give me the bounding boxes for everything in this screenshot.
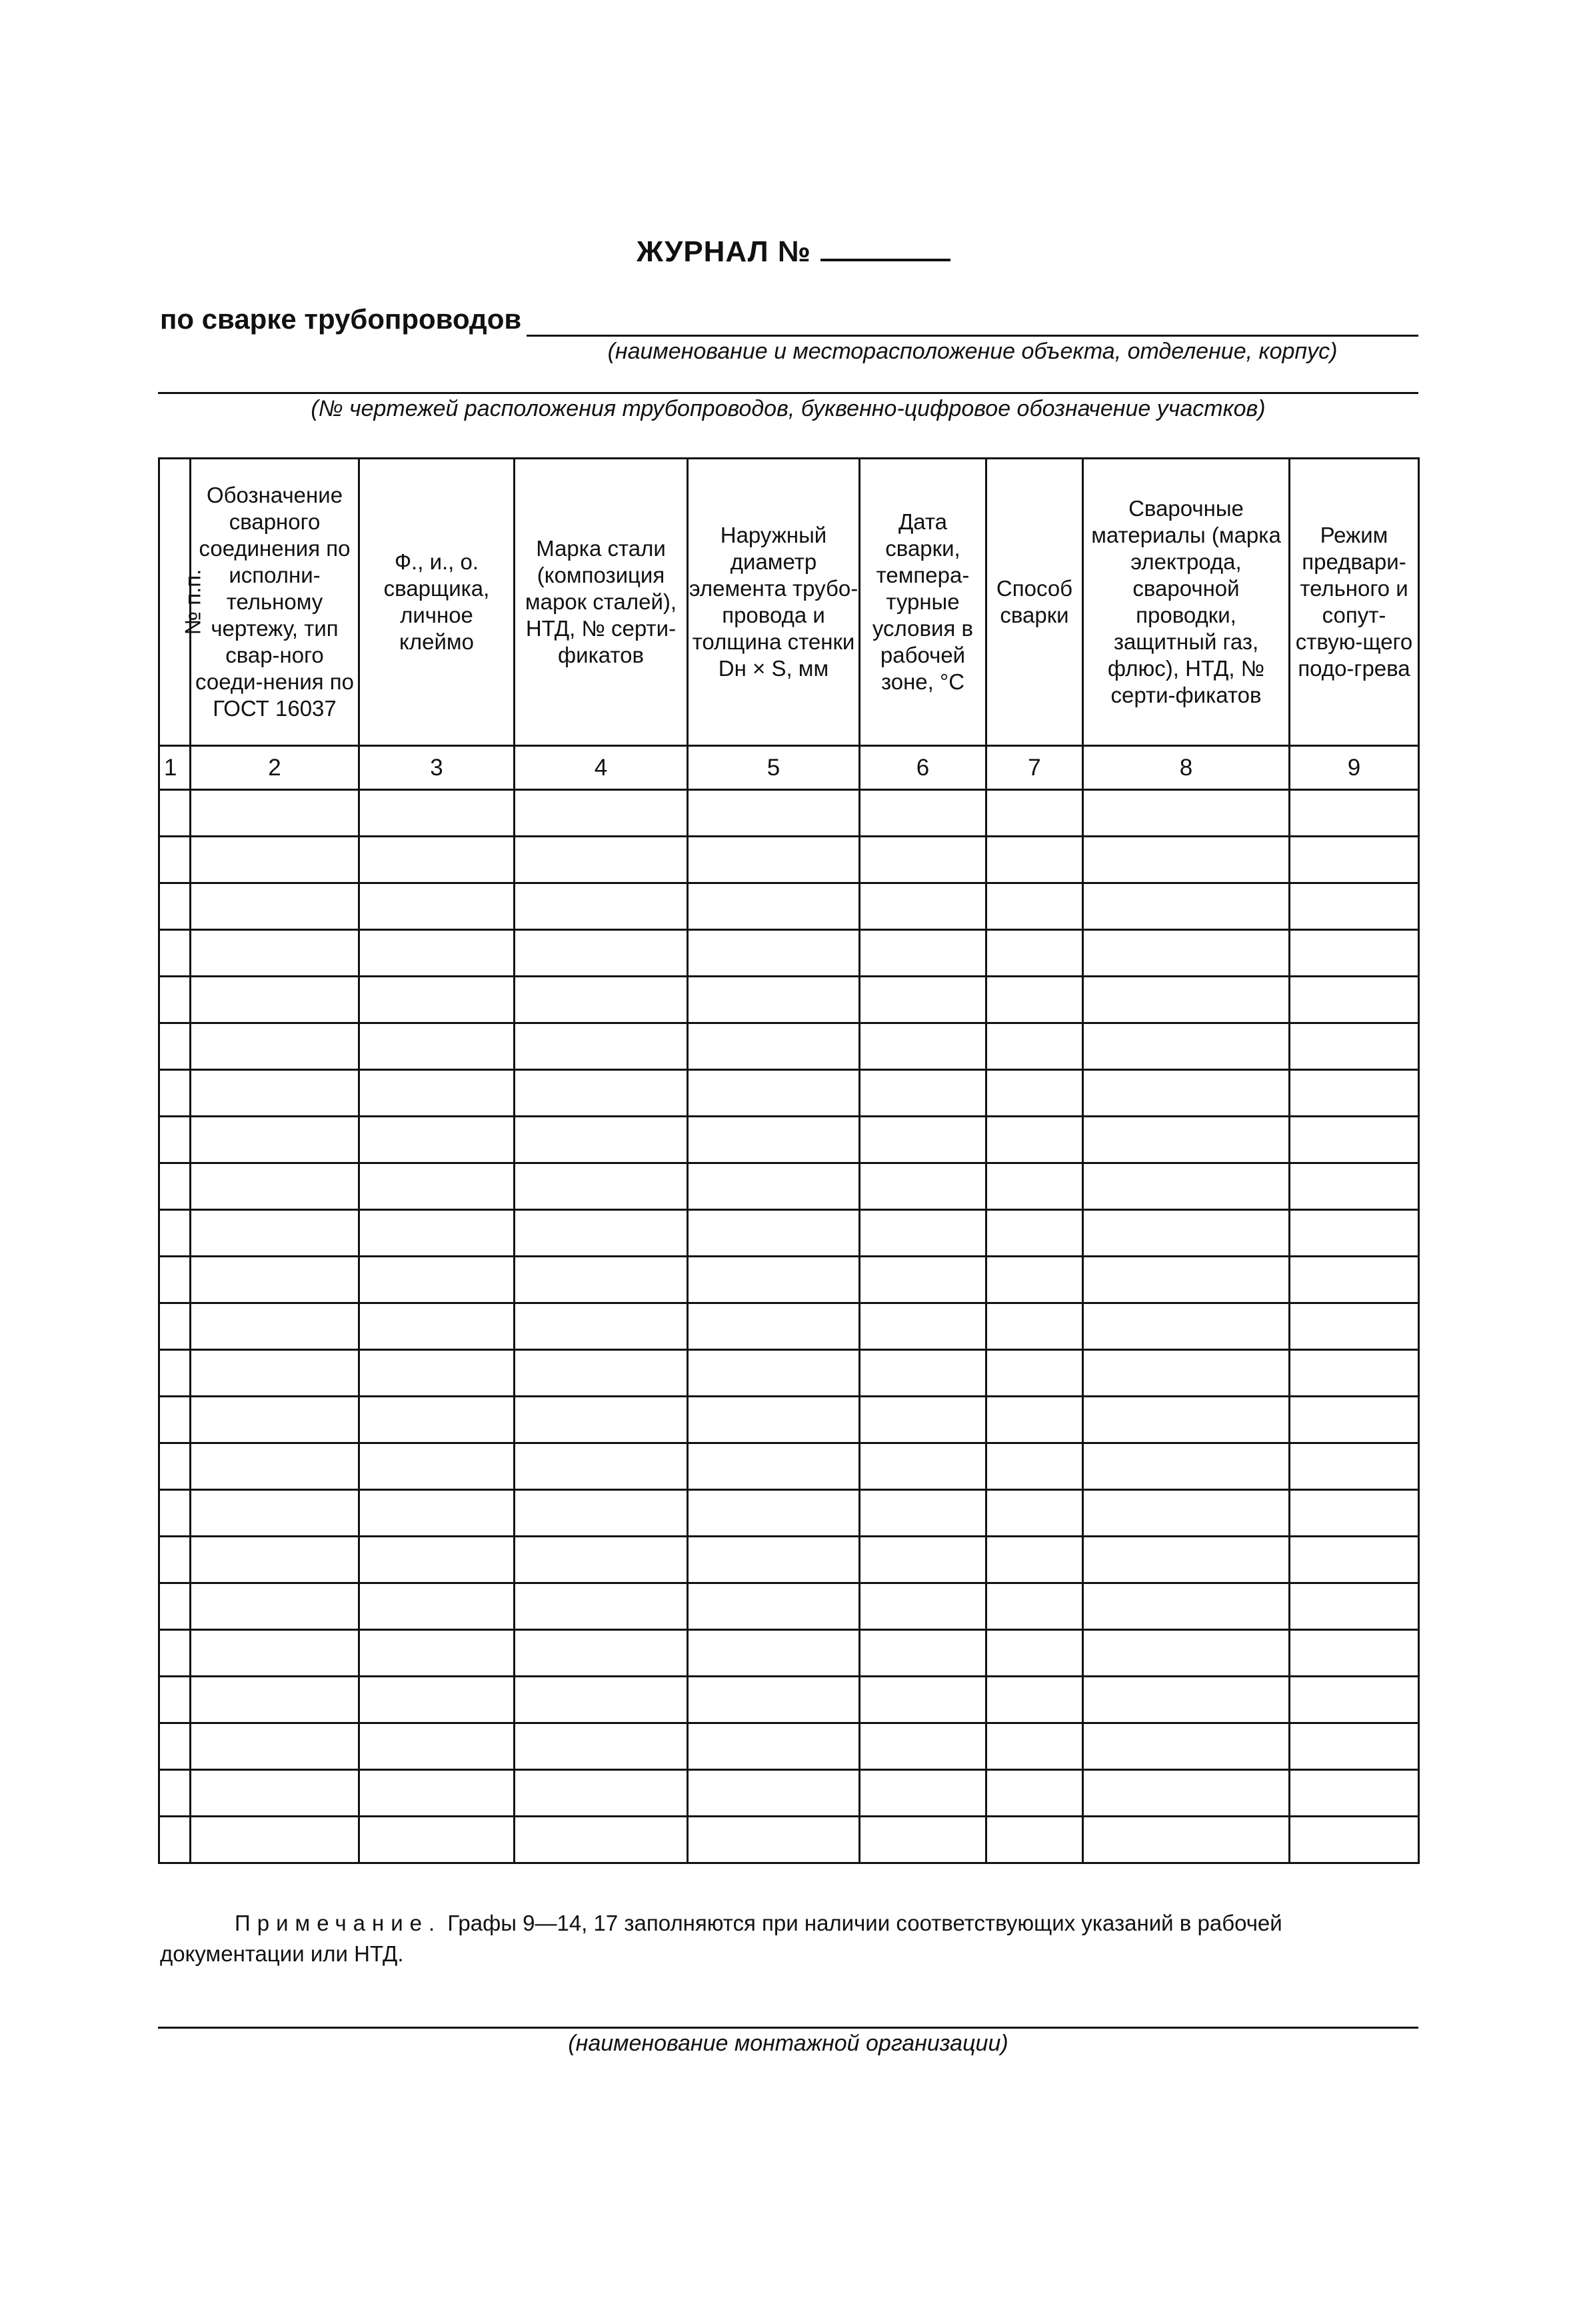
table-row [159,1070,1419,1117]
column-number: 1 [159,746,191,790]
table-cell[interactable] [1083,1210,1290,1257]
table-row [159,1117,1419,1163]
table-cell[interactable] [860,1630,986,1677]
table-cell[interactable] [1290,1443,1419,1490]
subject-fill-line[interactable] [527,335,1418,337]
table-cell[interactable] [359,1397,515,1443]
table-cell[interactable] [860,1303,986,1350]
table-cell[interactable] [515,1163,688,1210]
col-header-preheat: Режим предвари-тельного и сопут-ствую-щего подо-грева [1290,459,1419,746]
table-cell[interactable] [986,1023,1083,1070]
header-row [159,459,1419,746]
table-cell[interactable] [159,1117,191,1163]
table-cell[interactable] [359,1303,515,1350]
table-cell[interactable] [860,1163,986,1210]
footer-caption: (наименование монтажной организации) [568,2031,1008,2056]
table-cell[interactable] [860,1257,986,1303]
table-cell[interactable] [191,1070,359,1117]
column-number: 3 [359,746,515,790]
table-cell[interactable] [1083,977,1290,1023]
table-cell[interactable] [860,1210,986,1257]
column-number: 6 [860,746,986,790]
table-cell[interactable] [159,1537,191,1583]
table-cell[interactable] [359,1537,515,1583]
table-cell[interactable] [986,1163,1083,1210]
table-cell[interactable] [860,1397,986,1443]
column-number: 7 [986,746,1083,790]
table-cell[interactable] [688,1443,860,1490]
table-cell[interactable] [515,1023,688,1070]
table-cell[interactable] [515,1537,688,1583]
col-header-steel-grade: Марка стали (композиция марок сталей), НТД, № серти-фикатов [515,459,688,746]
table-cell[interactable] [688,1677,860,1723]
table-row [159,1397,1419,1443]
column-number: 5 [688,746,860,790]
table-cell[interactable] [986,1770,1083,1817]
table-row [159,1490,1419,1537]
table-row [159,1257,1419,1303]
table-cell[interactable] [986,977,1083,1023]
subject-label: по сварке трубопроводов [160,303,522,335]
table-cell[interactable] [688,930,860,977]
table-cell[interactable] [191,1210,359,1257]
table-cell[interactable] [359,1210,515,1257]
journal-title-text: ЖУРНАЛ № [637,235,811,268]
table-row [159,1583,1419,1630]
table-row [159,1303,1419,1350]
table-cell[interactable] [986,1443,1083,1490]
table-cell[interactable] [860,1770,986,1817]
table-cell[interactable] [860,1443,986,1490]
table-cell[interactable] [515,1210,688,1257]
table-cell[interactable] [515,1117,688,1163]
subject-caption-2: (№ чертежей расположения трубопроводов, буквенно-цифровое обозначение участков) [311,396,1266,421]
table-cell[interactable] [688,1630,860,1677]
note [160,1908,1418,1969]
table-cell[interactable] [1290,1770,1419,1817]
table-cell[interactable] [159,1023,191,1070]
table-cell[interactable] [860,930,986,977]
note-text: Графы 9—14, 17 заполняются при наличии соответствующих указаний в рабочей документации или НТД. [160,1911,1282,1966]
table-cell[interactable] [860,1117,986,1163]
table-cell[interactable] [688,1210,860,1257]
column-number: 4 [515,746,688,790]
table-cell[interactable] [515,883,688,930]
table-cell[interactable] [359,1770,515,1817]
table-row [159,1770,1419,1817]
organization-fill-line[interactable] [158,2027,1418,2029]
table-cell[interactable] [1083,1117,1290,1163]
table-cell[interactable] [191,1117,359,1163]
table-cell[interactable] [159,1817,191,1863]
table-cell[interactable] [688,1117,860,1163]
table-cell[interactable] [191,1817,359,1863]
table-cell[interactable] [1083,1770,1290,1817]
table-cell[interactable] [1290,1537,1419,1583]
table-cell[interactable] [1290,1723,1419,1770]
table-cell[interactable] [191,1583,359,1630]
table-cell[interactable] [986,1257,1083,1303]
table-cell[interactable] [515,1770,688,1817]
table-cell[interactable] [359,1443,515,1490]
col-header-materials: Сварочные материалы (марка электрода, сварочной проводки, защитный газ, флюс), НТД, № серти-фикатов [1083,459,1290,746]
table-cell[interactable] [860,837,986,883]
table-cell[interactable] [1290,1677,1419,1723]
table-cell[interactable] [359,930,515,977]
table-cell[interactable] [1290,1210,1419,1257]
table-cell[interactable] [159,1303,191,1350]
col-header-method: Способ сварки [986,459,1083,746]
column-number: 8 [1083,746,1290,790]
table-row [159,1817,1419,1863]
table-cell[interactable] [688,977,860,1023]
table-row [159,883,1419,930]
table-cell[interactable] [1083,1397,1290,1443]
table-cell[interactable] [1290,1350,1419,1397]
table-cell[interactable] [688,837,860,883]
table-cell[interactable] [1083,1070,1290,1117]
table-cell[interactable] [359,1257,515,1303]
table-row [159,977,1419,1023]
table-cell[interactable] [515,1303,688,1350]
table-cell[interactable] [986,1397,1083,1443]
table-cell[interactable] [191,1677,359,1723]
table-cell[interactable] [860,1583,986,1630]
table-cell[interactable] [1290,1257,1419,1303]
table-cell[interactable] [159,930,191,977]
table-cell[interactable] [159,1630,191,1677]
table-cell[interactable] [986,837,1083,883]
table-row [159,1677,1419,1723]
table-cell[interactable] [515,977,688,1023]
welding-journal-table [158,457,1420,1864]
table-cell[interactable] [860,883,986,930]
table-cell[interactable] [688,790,860,837]
table-row [159,1537,1419,1583]
col-header-diameter: Наружный диаметр элемента трубо-провода и толщина стенки Dн × S, мм [688,459,860,746]
table-cell[interactable] [1083,1630,1290,1677]
table-row [159,1443,1419,1490]
table-cell[interactable] [1083,883,1290,930]
table-cell[interactable] [359,1677,515,1723]
table-cell[interactable] [1083,1023,1290,1070]
table-cell[interactable] [1083,1817,1290,1863]
table-cell[interactable] [860,1023,986,1070]
table-cell[interactable] [1083,1350,1290,1397]
table-cell[interactable] [688,1490,860,1537]
table-cell[interactable] [1290,1397,1419,1443]
table-cell[interactable] [159,837,191,883]
table-cell[interactable] [515,1443,688,1490]
table-cell[interactable] [1290,1817,1419,1863]
table-cell[interactable] [515,837,688,883]
table-cell[interactable] [359,837,515,883]
table-cell[interactable] [1083,1443,1290,1490]
table-cell[interactable] [359,1070,515,1117]
table-cell[interactable] [359,1723,515,1770]
table-cell[interactable] [359,1117,515,1163]
table-cell[interactable] [359,1023,515,1070]
col-header-welder: Ф., и., о. сварщика, личное клеймо [359,459,515,746]
table-cell[interactable] [1083,1257,1290,1303]
table-cell[interactable] [359,1163,515,1210]
table-cell[interactable] [159,1210,191,1257]
journal-number-blank[interactable] [820,232,950,261]
table-cell[interactable] [860,1350,986,1397]
table-cell[interactable] [860,790,986,837]
col-header-date: Дата сварки, темпера-турные условия в рабочей зоне, °С [860,459,986,746]
table-cell[interactable] [860,1723,986,1770]
table-cell[interactable] [359,883,515,930]
table-cell[interactable] [159,1163,191,1210]
table-cell[interactable] [159,1350,191,1397]
table-cell[interactable] [159,1070,191,1117]
subject-caption-1: (наименование и месторасположение объекта, отделение, корпус) [607,339,1338,364]
table-cell[interactable] [515,1677,688,1723]
table-cell[interactable] [191,883,359,930]
table-cell[interactable] [159,1583,191,1630]
table-cell[interactable] [359,1350,515,1397]
table-cell[interactable] [688,1817,860,1863]
table-cell[interactable] [986,1070,1083,1117]
table-cell[interactable] [986,1210,1083,1257]
table-cell[interactable] [159,1443,191,1490]
table-cell[interactable] [688,1163,860,1210]
table-cell[interactable] [191,1490,359,1537]
note-prefix: Примечание. [235,1911,442,1935]
table-cell[interactable] [515,1723,688,1770]
table-row [159,1163,1419,1210]
table-cell[interactable] [159,1723,191,1770]
table-body [159,790,1419,1863]
table-cell[interactable] [986,1723,1083,1770]
table-cell[interactable] [688,1537,860,1583]
table-cell[interactable] [159,790,191,837]
table-cell[interactable] [515,1350,688,1397]
table-cell[interactable] [860,1677,986,1723]
table-cell[interactable] [191,1397,359,1443]
table-cell[interactable] [515,1630,688,1677]
table-row [159,1630,1419,1677]
table-cell[interactable] [860,1490,986,1537]
table-cell[interactable] [986,1817,1083,1863]
table-cell[interactable] [359,1583,515,1630]
table-cell[interactable] [191,1303,359,1350]
table-row [159,790,1419,837]
table-cell[interactable] [159,1257,191,1303]
table-cell[interactable] [1083,1583,1290,1630]
table-cell[interactable] [1290,1070,1419,1117]
table-cell[interactable] [515,930,688,977]
col-header-joint-designation: Обозначение сварного соединения по исполни-тельному чертежу, тип свар-ного соеди-нения по ГОСТ 16037 [191,459,359,746]
table-cell[interactable] [191,790,359,837]
table-cell[interactable] [688,1397,860,1443]
table-cell[interactable] [191,1537,359,1583]
table-cell[interactable] [1290,883,1419,930]
table-cell[interactable] [688,1723,860,1770]
table-cell[interactable] [986,790,1083,837]
table-cell[interactable] [1083,1537,1290,1583]
table-cell[interactable] [1290,1583,1419,1630]
table-cell[interactable] [359,1817,515,1863]
table-cell[interactable] [1083,1490,1290,1537]
table-cell[interactable] [986,1350,1083,1397]
table-cell[interactable] [159,1490,191,1537]
table-row [159,1023,1419,1070]
table-cell[interactable] [688,1070,860,1117]
table-cell[interactable] [986,1583,1083,1630]
table-cell[interactable] [515,790,688,837]
table-cell[interactable] [1083,837,1290,883]
table-cell[interactable] [1290,1117,1419,1163]
table-cell[interactable] [688,1023,860,1070]
table-cell[interactable] [860,977,986,1023]
table-cell[interactable] [986,1490,1083,1537]
table-cell[interactable] [1290,930,1419,977]
table-cell[interactable] [1083,930,1290,977]
table-cell[interactable] [1083,1677,1290,1723]
table-cell[interactable] [191,1023,359,1070]
table-cell[interactable] [986,1303,1083,1350]
table-cell[interactable] [1290,1303,1419,1350]
table-cell[interactable] [986,1117,1083,1163]
table-row [159,930,1419,977]
table-cell[interactable] [986,1630,1083,1677]
table-cell[interactable] [359,977,515,1023]
table-cell[interactable] [191,837,359,883]
table-cell[interactable] [191,930,359,977]
table-cell[interactable] [515,1397,688,1443]
table-cell[interactable] [860,1537,986,1583]
column-number: 9 [1290,746,1419,790]
table-cell[interactable] [1290,1490,1419,1537]
table-cell[interactable] [688,1350,860,1397]
table-cell[interactable] [1290,1163,1419,1210]
column-number-row [159,746,1419,790]
table-cell[interactable] [515,1490,688,1537]
table-cell[interactable] [515,1583,688,1630]
drawings-fill-line[interactable] [158,392,1418,394]
table-cell[interactable] [688,1770,860,1817]
table-cell[interactable] [1290,1630,1419,1677]
table-cell[interactable] [986,1537,1083,1583]
table-cell[interactable] [688,1583,860,1630]
table-cell[interactable] [159,1770,191,1817]
table-cell[interactable] [688,883,860,930]
journal-title [0,232,1587,269]
table-cell[interactable] [986,1677,1083,1723]
table-cell[interactable] [191,1630,359,1677]
table-cell[interactable] [191,1770,359,1817]
table-cell[interactable] [191,1723,359,1770]
table-cell[interactable] [191,1163,359,1210]
table-cell[interactable] [1290,790,1419,837]
table-cell[interactable] [1083,1303,1290,1350]
table-cell[interactable] [1083,790,1290,837]
table-cell[interactable] [1083,1723,1290,1770]
table-cell[interactable] [191,1350,359,1397]
table-cell[interactable] [1290,977,1419,1023]
table-row [159,1350,1419,1397]
table-cell[interactable] [1083,1163,1290,1210]
table-cell[interactable] [159,1677,191,1723]
table-cell[interactable] [986,930,1083,977]
table-cell[interactable] [860,1070,986,1117]
table-row [159,1723,1419,1770]
table-cell[interactable] [359,1490,515,1537]
col-header-number: № п.п. [159,459,191,746]
table-cell[interactable] [359,790,515,837]
table-row [159,837,1419,883]
table-cell[interactable] [159,883,191,930]
table-cell[interactable] [688,1303,860,1350]
table-cell[interactable] [159,1397,191,1443]
table-cell[interactable] [688,1257,860,1303]
table-cell[interactable] [986,883,1083,930]
table-cell[interactable] [515,1817,688,1863]
table-cell[interactable] [1290,1023,1419,1070]
table-cell[interactable] [159,977,191,1023]
table-cell[interactable] [191,977,359,1023]
table-cell[interactable] [1290,837,1419,883]
table-cell[interactable] [359,1630,515,1677]
table-cell[interactable] [860,1817,986,1863]
table-cell[interactable] [515,1257,688,1303]
table-row [159,1210,1419,1257]
table-cell[interactable] [191,1443,359,1490]
table-cell[interactable] [191,1257,359,1303]
column-number: 2 [191,746,359,790]
table-cell[interactable] [515,1070,688,1117]
